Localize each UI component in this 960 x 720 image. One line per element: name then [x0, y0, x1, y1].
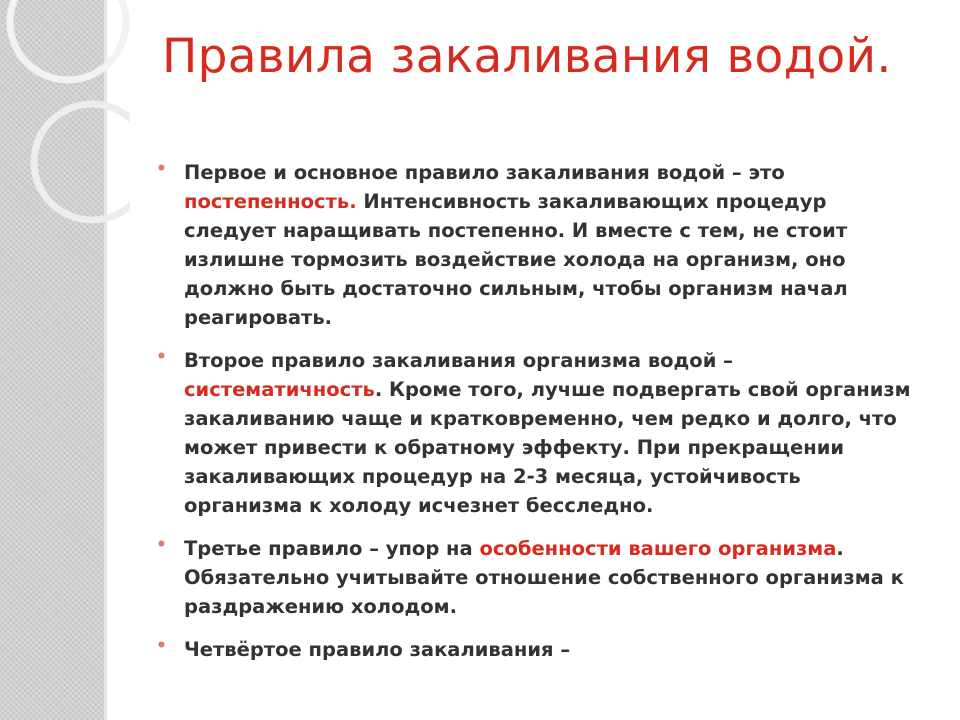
bullet-highlight: постепенность.	[184, 190, 357, 213]
bullet-text-end: . Кроме того, лучше подвергать свой организм закаливанию чаще и кратковременно, чем редко и долго, что может привести к обратному эффекту. При прекращении закаливающих процедур на 2-3 месяца, устойчивость организма к холоду исчезнет бесследно.	[184, 378, 911, 517]
bullet-text-end: Интенсивность закаливающих процедур следует наращивать постепенно. И вместе с тем, не стоит излишне тормозить воздействие холода на организм, оно должно быть достаточно сильным, чтобы организм начал реагировать.	[184, 190, 848, 329]
bullet-text-start: Второе правило закаливания организма водой –	[184, 349, 733, 372]
decorative-ring-bottom	[34, 104, 130, 220]
bullet-icon: •	[156, 535, 167, 555]
bullet-highlight: систематичность	[184, 378, 375, 401]
bullet-icon: •	[156, 347, 167, 367]
bullet-icon: •	[156, 159, 167, 179]
decorative-rings	[0, 0, 130, 260]
bullet-item-1	[158, 158, 918, 332]
bullet-text-end: . Обязательно учитывайте отношение собственного организма к раздражению холодом.	[184, 537, 904, 618]
bullet-text-start: Четвёртое правило закаливания –	[184, 638, 571, 661]
bullet-text-start: Третье правило – упор на	[184, 537, 480, 560]
bullet-list	[158, 158, 918, 678]
bullet-icon: •	[156, 636, 167, 656]
bullet-item-2	[158, 346, 918, 520]
bullet-item-3	[158, 534, 918, 621]
bullet-highlight: особенности вашего организма	[479, 537, 837, 560]
slide-title: Правила закаливания водой.	[162, 29, 892, 84]
bullet-item-4	[158, 635, 918, 664]
decorative-ring-top	[10, 0, 126, 80]
bullet-text-start: Первое и основное правило закаливания водой – это	[184, 161, 785, 184]
